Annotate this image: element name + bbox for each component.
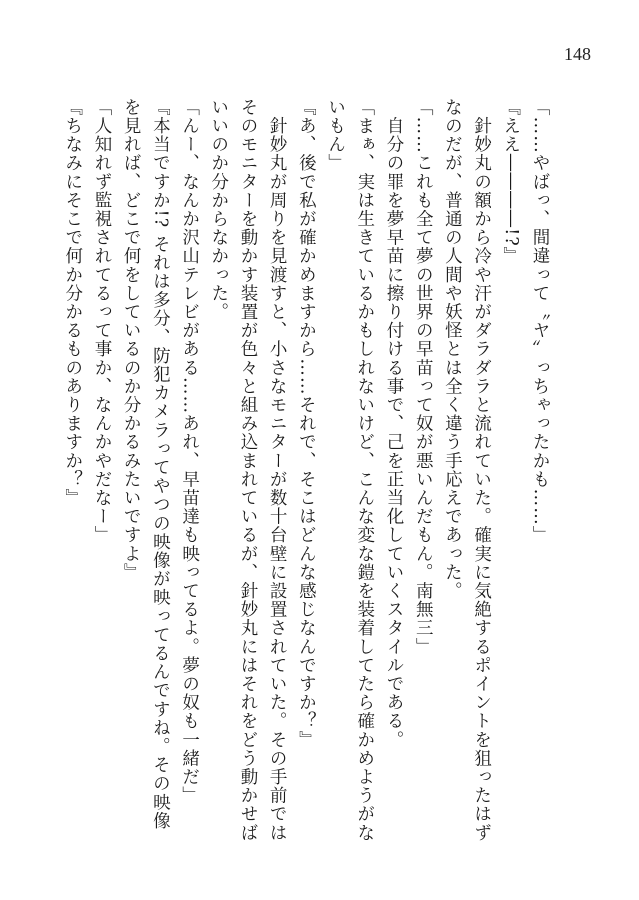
- vertical-body-text: [54, 98, 554, 878]
- text-line: 針妙丸が周りを見渡すと、小さなモニターが数十台壁に設置されていた。その手前では: [267, 98, 288, 842]
- text-line: そのモニターを動かす装置が色々と組み込まれているが、針妙丸にはそれをどう動かせば: [237, 98, 258, 842]
- text-line: 「……やばっ、間違って〝ヤ〟っちゃったかも……」: [530, 98, 550, 545]
- text-line: いいのか分からなかった。: [208, 98, 229, 322]
- text-line: 「んー、なんか沢山テレビがある……あれ、早苗達も映ってるよ。夢の奴も一緒だ」: [179, 98, 200, 805]
- text-line: 針妙丸の額から冷や汗がダラダラと流れていた。確実に気絶するポイントを狙ったはず: [471, 98, 492, 842]
- text-line: 自分の罪を夢早苗に擦り付ける事で、己を正当化していくスタイルである。: [383, 98, 404, 749]
- text-line: 『ええ――――!?』: [500, 98, 521, 266]
- text-line: 「……これも全て夢の世界の早苗って奴が悪いんだもん。南無三」: [413, 98, 434, 656]
- text-line: いもん」: [325, 98, 346, 173]
- text-line: 『ちなみにそこで何か分かるものありますか？』: [62, 98, 83, 508]
- text-line: 『あ、後で私が確かめますから……それで、そこはどんな感じなんですか？』: [296, 98, 317, 749]
- page-number: 148: [564, 44, 591, 64]
- text-line: 『本当ですか!? それは多分、防犯カメラってやつの映像が映ってるんですね。その映像: [150, 98, 171, 831]
- text-line: なのだが、普通の人間や妖怪とは全く違う手応えであった。: [442, 98, 463, 601]
- text-line: を見れば、どこで何をしているのか分かるみたいですよ』: [121, 98, 142, 582]
- text-line: 「まぁ、実は生きているかもしれないけど、こんな変な鎧を装着してたら確かめようがな: [354, 98, 375, 842]
- text-line: 「人知れず監視されてるって事か、なんかやだなー」: [91, 98, 112, 545]
